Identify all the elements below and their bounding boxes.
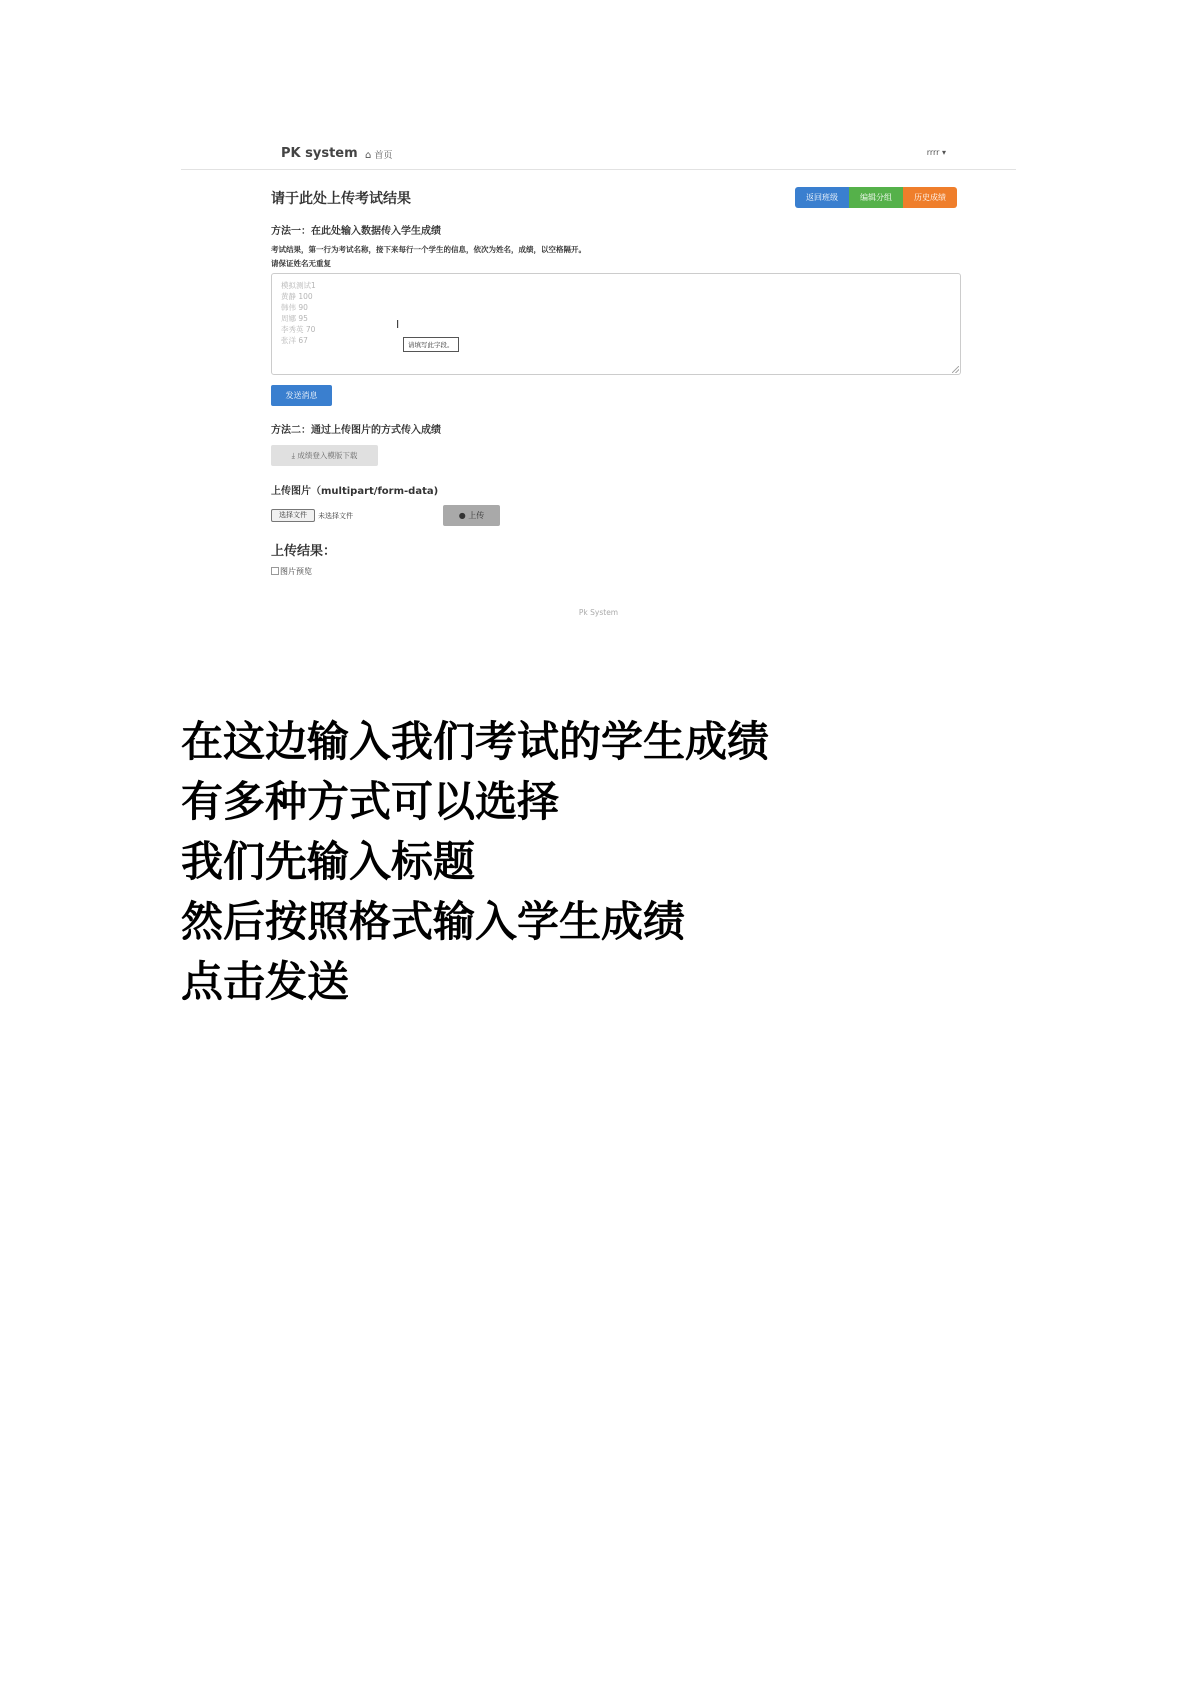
send-button[interactable]: 发送消息 bbox=[271, 385, 332, 406]
choose-file-button[interactable]: 选择文件 bbox=[271, 509, 315, 522]
scores-textarea[interactable] bbox=[271, 273, 961, 375]
brand-link[interactable]: PK system bbox=[281, 146, 358, 161]
app-screenshot bbox=[181, 138, 1016, 628]
nav-home-label: 首页 bbox=[374, 151, 393, 161]
caption-line: 点击发送 bbox=[181, 957, 350, 1006]
placeholder-line: 韩伟 90 bbox=[281, 303, 308, 312]
textarea-placeholder bbox=[281, 280, 316, 346]
caption-block bbox=[181, 712, 769, 1012]
method2-title: 方法二：通过上传图片的方式传入成绩 bbox=[271, 425, 441, 436]
download-icon: ⤓ bbox=[291, 451, 298, 460]
edit-group-button[interactable]: 编辑分组 bbox=[849, 187, 903, 208]
navbar bbox=[181, 138, 1016, 170]
validation-tooltip: 请填写此字段。 bbox=[403, 337, 459, 352]
broken-image-icon bbox=[271, 567, 279, 575]
upload-button[interactable] bbox=[443, 505, 500, 526]
upload-label: 上传 bbox=[468, 511, 485, 520]
placeholder-line: 张洋 67 bbox=[281, 336, 308, 345]
back-to-class-button[interactable]: 返回班级 bbox=[795, 187, 849, 208]
placeholder-line: 黄静 100 bbox=[281, 292, 313, 301]
template-download-label: 成绩登入模版下载 bbox=[297, 451, 358, 460]
footer: Pk System bbox=[578, 608, 619, 617]
caption-line: 有多种方式可以选择 bbox=[181, 777, 560, 826]
upload-image-label: 上传图片（multipart/form-data) bbox=[271, 486, 439, 497]
caption-line: 我们先输入标题 bbox=[181, 837, 476, 886]
resize-grip-icon[interactable] bbox=[952, 366, 959, 373]
placeholder-line: 周娜 95 bbox=[281, 314, 308, 323]
image-preview-alt: 图片预览 bbox=[280, 567, 312, 576]
text-cursor-icon: I bbox=[396, 318, 400, 331]
template-download-button[interactable] bbox=[271, 445, 378, 466]
placeholder-line: 模拟测试1 bbox=[281, 281, 316, 290]
action-button-group bbox=[795, 187, 957, 208]
nav-home-link[interactable] bbox=[365, 148, 392, 161]
image-preview bbox=[271, 566, 312, 577]
method1-title: 方法一：在此处输入数据传入学生成绩 bbox=[271, 226, 441, 237]
placeholder-line: 李秀英 70 bbox=[281, 325, 316, 334]
caption-line: 然后按照格式输入学生成绩 bbox=[181, 897, 686, 946]
page-title: 请于此处上传考试结果 bbox=[271, 191, 411, 207]
upload-result-title: 上传结果： bbox=[271, 544, 337, 559]
user-dropdown[interactable]: rrrr ▾ bbox=[926, 148, 946, 157]
caption-line: 在这边输入我们考试的学生成绩 bbox=[181, 717, 770, 766]
history-scores-button[interactable]: 历史成绩 bbox=[903, 187, 957, 208]
user-icon: ● bbox=[458, 511, 469, 520]
method1-note: 请保证姓名无重复 bbox=[271, 259, 331, 268]
file-status: 未选择文件 bbox=[318, 512, 353, 520]
method1-description: 考试结果，第一行为考试名称，接下来每行一个学生的信息，依次为姓名，成绩，以空格隔开。 bbox=[271, 245, 586, 254]
home-icon: ⌂ bbox=[365, 150, 372, 161]
